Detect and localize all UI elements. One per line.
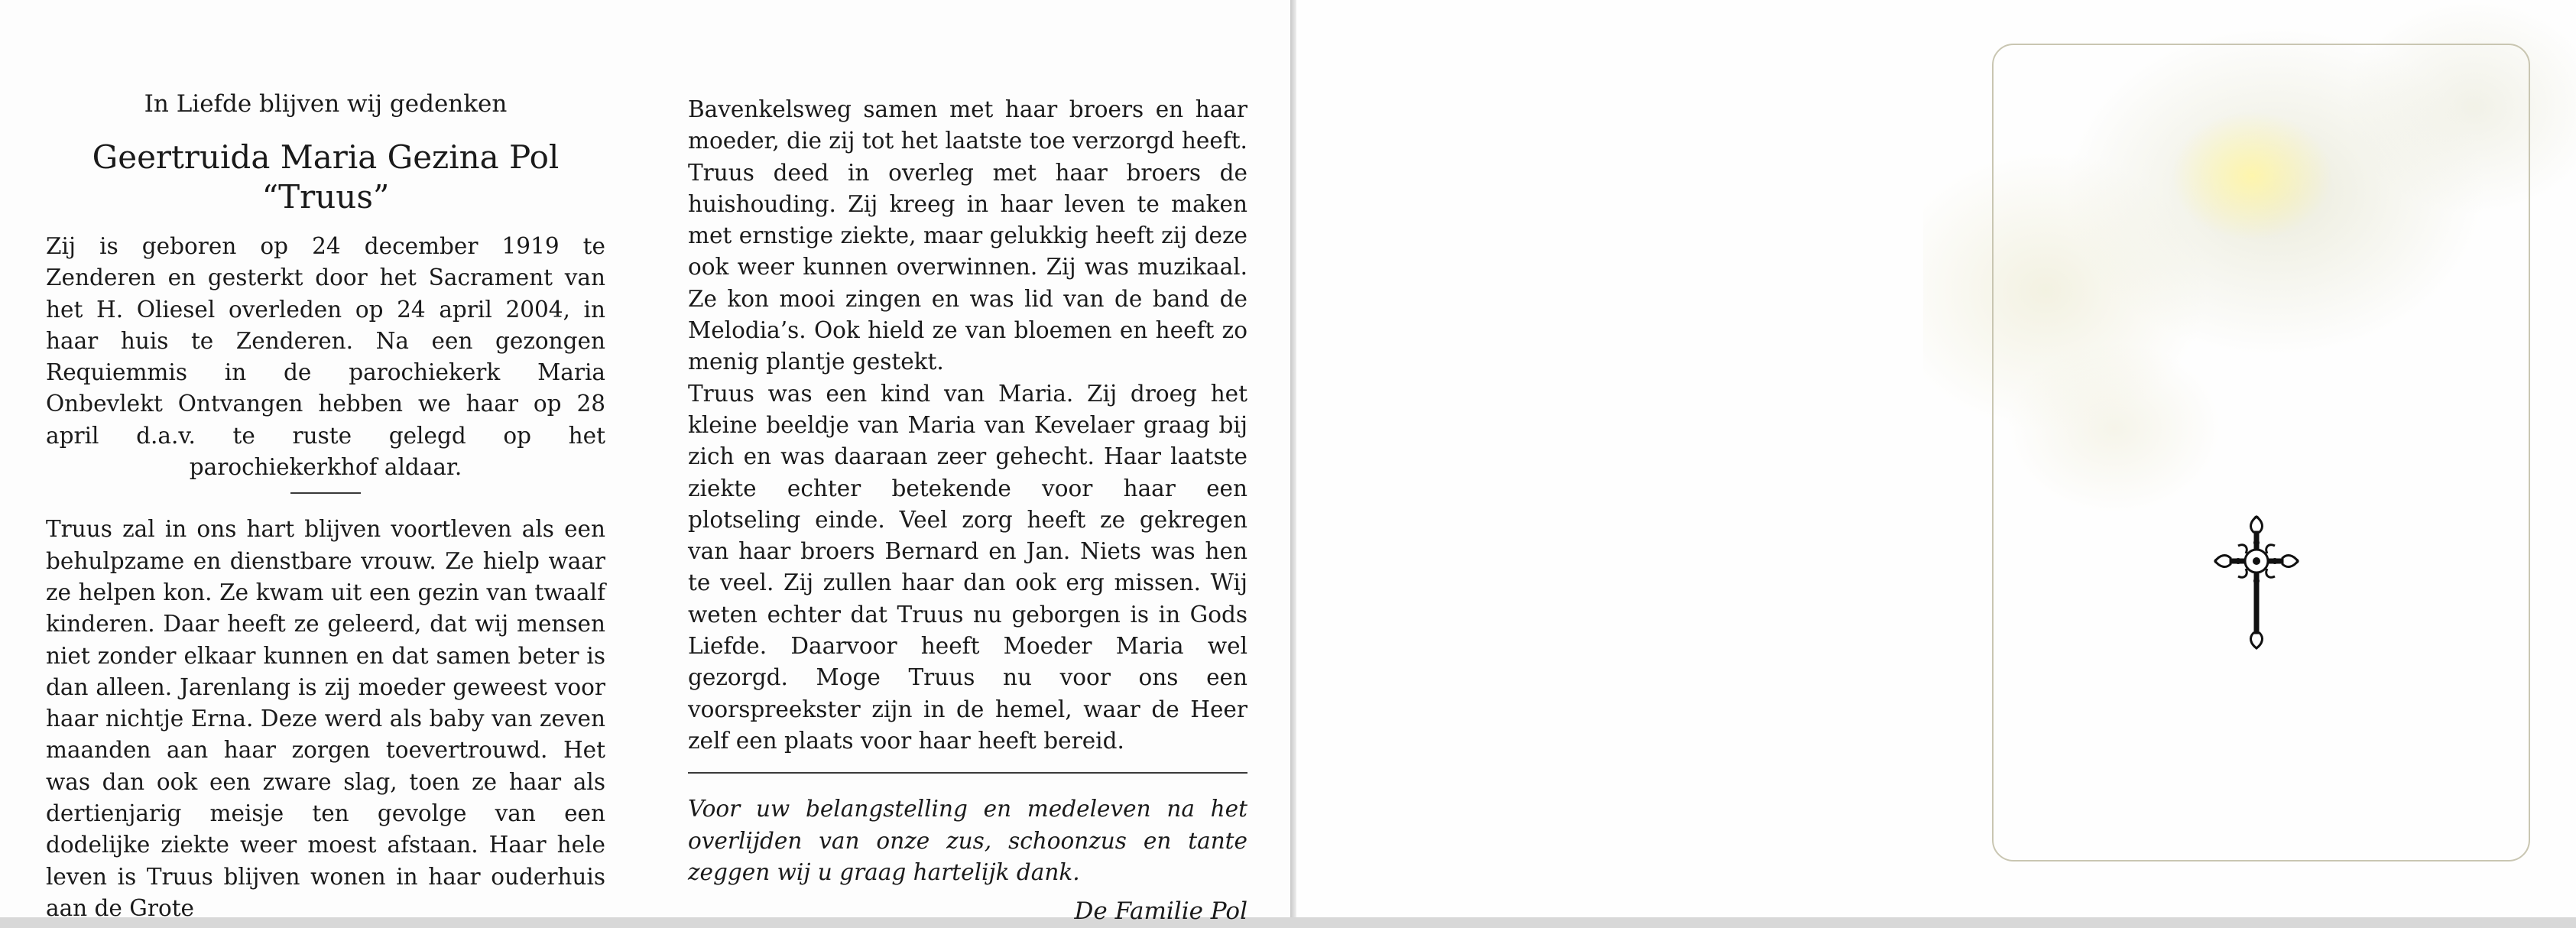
ornate-cross-icon	[2211, 514, 2302, 651]
continuation-paragraph: Bavenkelsweg samen met haar broers en haar moeder, die zij tot het laatste toe verzorgd heeft.	[688, 96, 1247, 154]
cover-frame	[1992, 44, 2530, 861]
thanks-paragraph: Voor uw belangstelling en medeleven na het overlijden van onze zus, schoonzus en tante zeggen wij u graag hartelijk dank.	[688, 796, 1247, 885]
long-divider	[688, 772, 1247, 774]
household-paragraph: Truus deed in overleg met haar broers de huishouding. Zij kreeg in haar leven te maken met ernstige ziekte, maar gelukkig heeft zij deze ook weer kunnen overwinnen. Zij was muzikaal. Ze kon mooi zingen en was lid van de band de Melodia’s. Ook hield ze van bloemen en heeft zo menig plantje gestekt.	[688, 159, 1247, 375]
bio-paragraph: Zij is geboren op 24 december 1919 te Zenderen en gesterkt door het Sacrament van het H. Oliesel overleden op 24 april 2004, in haar huis te Zenderen. Na een gezongen Requiemmis in de parochiekerk Maria Onbevlekt Ontvangen hebben we haar op 28 april d.a.v. te ruste gelegd op het parochiekerkhof aldaar.	[46, 233, 605, 481]
faith-paragraph: Truus was een kind van Maria. Zij droeg het kleine beeldje van Maria van Kevelaer graag bij zich en was daaraan zeer gehecht. Haar laatste ziekte echter betekende voor haar een plotseling einde. Veel zorg heeft ze gekregen van haar broers Bernard en Jan. Niets was hen te veel. Zij zullen haar dan ook erg missen. Wij weten echter dat Truus nu geborgen is in Gods Liefde. Daarvoor heeft Moeder Maria wel gezorgd. Moge Truus nu voor ons een voorspreekster zijn in de hemel, waar de Heer zelf een plaats voor haar heeft bereid.	[688, 380, 1247, 754]
card-fold	[1290, 0, 1296, 917]
intro-line: In Liefde blijven wij gedenken	[144, 90, 508, 118]
middle-column	[688, 94, 1247, 928]
left-column	[46, 89, 605, 924]
deceased-nickname: “Truus”	[261, 178, 390, 216]
life-paragraph: Truus zal in ons hart blijven voortleven als een behulpzame en dienstbare vrouw. Ze hielp waar ze helpen kon. Ze kwam uit een gezin van twaalf kinderen. Daar heeft ze geleerd, dat wij mensen niet zonder elkaar kunnen en dat samen beter is dan alleen. Jarenlang is zij moeder geweest voor haar nichtje Erna. Deze werd als baby van zeven maanden aan haar zorgen toevertrouwd. Het was dan ook een zware slag, toen ze haar als dertienjarig meisje ten gevolge van een dodelijke ziekte weer moest afstaan. Haar hele leven is Truus blijven wonen in haar ouderhuis aan de Grote	[46, 516, 605, 921]
card-inner-spread	[0, 0, 1290, 926]
family-signature: De Familie Pol	[1074, 897, 1247, 926]
short-divider	[290, 492, 361, 494]
card-cover	[1296, 0, 2576, 917]
deceased-name: Geertruida Maria Gezina Pol	[92, 138, 560, 176]
